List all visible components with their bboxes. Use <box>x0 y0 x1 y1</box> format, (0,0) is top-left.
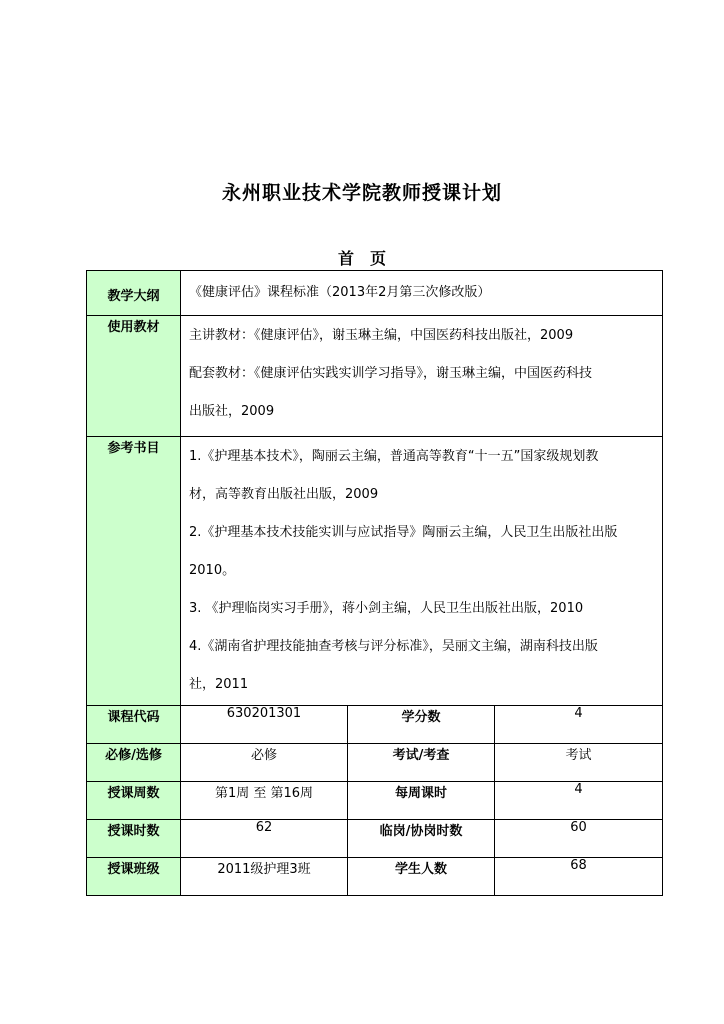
info-value: 2011级护理3班 <box>181 858 348 896</box>
subtitle-char-1: 首 <box>337 249 354 268</box>
info-row-weeks <box>87 782 663 820</box>
info-label: 临岗/协岗时数 <box>348 820 495 858</box>
info-label: 学生人数 <box>348 858 495 896</box>
reference-line: 社，2011 <box>189 677 249 692</box>
references-label: 参考书目 <box>87 437 181 706</box>
reference-line: 4.《湖南省护理技能抽查考核与评分标准》，吴丽文主编，湖南科技出版 <box>189 639 598 654</box>
info-value: 60 <box>495 820 663 858</box>
page-subtitle <box>0 246 724 269</box>
info-value: 62 <box>181 820 348 858</box>
syllabus-cell <box>181 271 663 316</box>
references-cell <box>181 437 663 706</box>
reference-line: 2.《护理基本技术技能实训与应试指导》陶丽云主编，人民卫生出版社出版 <box>189 525 618 540</box>
info-label: 授课时数 <box>87 820 181 858</box>
textbook-line: 主讲教材：《健康评估》，谢玉琳主编，中国医药科技出版社，2009 <box>189 328 574 343</box>
textbook-line: 出版社，2009 <box>189 404 275 419</box>
reference-line: 材，高等教育出版社出版，2009 <box>189 487 379 502</box>
info-value: 630201301 <box>181 706 348 744</box>
references-row <box>87 437 663 706</box>
info-value: 68 <box>495 858 663 896</box>
info-row-required <box>87 744 663 782</box>
info-value: 4 <box>495 782 663 820</box>
info-label: 授课周数 <box>87 782 181 820</box>
info-row-course-code <box>87 706 663 744</box>
info-label: 学分数 <box>348 706 495 744</box>
reference-line: 2010。 <box>189 563 236 578</box>
subtitle-char-2: 页 <box>370 249 387 268</box>
info-value: 第1周 至 第16周 <box>181 782 348 820</box>
syllabus-row <box>87 271 663 316</box>
info-label: 每周课时 <box>348 782 495 820</box>
page-title: 永州职业技术学院教师授课计划 <box>221 182 502 204</box>
textbook-line: 配套教材：《健康评估实践实训学习指导》，谢玉琳主编，中国医药科技 <box>189 366 593 381</box>
info-label: 课程代码 <box>87 706 181 744</box>
info-label: 授课班级 <box>87 858 181 896</box>
info-label: 必修/选修 <box>87 744 181 782</box>
info-value: 必修 <box>181 744 348 782</box>
info-value: 考试 <box>495 744 663 782</box>
syllabus-label: 教学大纲 <box>87 271 181 316</box>
course-plan-table <box>86 270 663 896</box>
info-row-class <box>87 858 663 896</box>
syllabus-value: 《健康评估》课程标准（2013年2月第三次修改版） <box>189 285 491 300</box>
textbooks-label: 使用教材 <box>87 316 181 437</box>
reference-line: 1.《护理基本技术》，陶丽云主编，普通高等教育“十一五”国家级规划教 <box>189 449 599 464</box>
info-label: 考试/考查 <box>348 744 495 782</box>
textbooks-row <box>87 316 663 437</box>
info-value: 4 <box>495 706 663 744</box>
info-row-hours <box>87 820 663 858</box>
reference-line: 3. 《护理临岗实习手册》，蒋小剑主编，人民卫生出版社出版，2010 <box>189 601 584 616</box>
textbooks-cell <box>181 316 663 437</box>
